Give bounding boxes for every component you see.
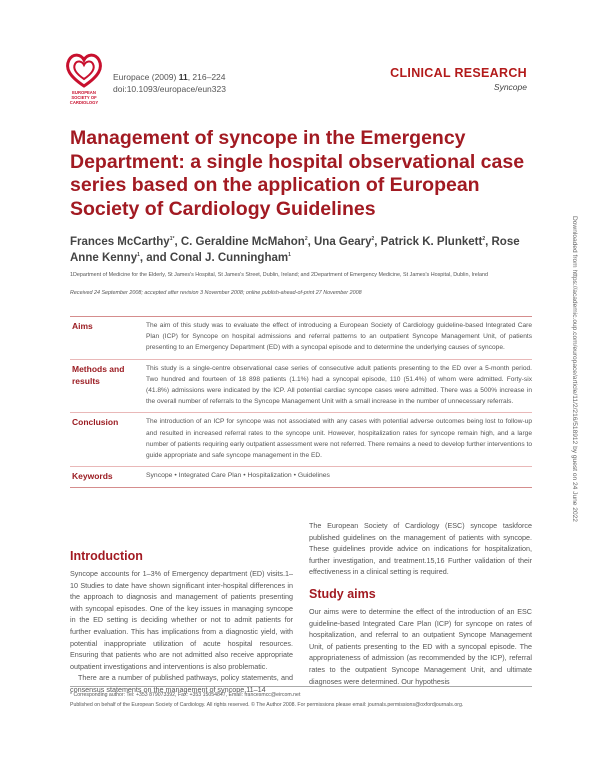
svg-text:CARDIOLOGY: CARDIOLOGY [69,100,99,105]
column-right [309,520,532,687]
doi-link[interactable]: doi:10.1093/europace/eun323 [113,84,226,94]
svg-text:EUROPEAN: EUROPEAN [72,90,96,95]
abstract-label: Aims [72,321,93,331]
abstract-row-methods [70,359,532,413]
affiliations: 1Department of Medicine for the Elderly, St James's Hospital, St James's Street, Dublin, Ireland; and 2Department of Emergency Medicine, St James's Hospital, Dublin, Ireland [70,272,488,278]
intro-paragraph-1: Syncope accounts for 1–3% of Emergency department (ED) visits.1–10 Studies to date have shown significant inter-hospital differences in the approach to diagnosis and management of patients presenting with syncopal episodes. One of the key issues in managing syncope in the ED setting is deciding whether or not to admit patients for further evaluation. This has implications from a diagnostic yield, with potential inappropriate utilization of acute hospital resources. Ensuring that patients who are not admitted also receive appropriate outpatient investigations and interventions is also problematic. [70,569,293,671]
journal-name: Europace (2009) [113,72,179,82]
column-left [70,548,293,696]
article-title: Management of syncope in the Emergency Department: a single hospital observational case series based on the application of European Society of Cardiology Guidelines [70,127,525,220]
download-watermark [567,216,581,706]
structured-abstract [70,316,532,488]
svg-text:SOCIETY OF: SOCIETY OF [71,95,97,100]
subsection-label: Syncope [493,82,527,92]
abstract-label: Methods and results [72,363,125,386]
esc-paragraph: The European Society of Cardiology (ESC) syncope taskforce published guidelines on the management of patients with syncope. These guidelines provide advice on indications for hospitalization, further investigation, and treatment.15,16 Further validation of their effectiveness in a clinical setting is required. [309,521,532,577]
publisher-note: Published on behalf of the European Society of Cardiology. All rights reserved. © The Author 2008. For permissions please email: journals.permissions@oxfordjournals.org. [70,702,464,708]
abstract-label: Keywords [72,471,113,482]
study-aims-heading: Study aims [309,586,376,601]
introduction-heading: Introduction [70,549,143,563]
abstract-row-aims [70,316,532,359]
corresponding-author: * Corresponding author: Tel: +353 879073392, Fax: +353 15054847, Email: francesmcc@eircom.net [70,692,301,698]
abstract-text: This study is a single-centre observational case series of consecutive adult patients presenting to the ED over a 5-month period. Two hundred and fourteen of 18 898 patients (1.1%) had a syncopal episode, 110 (51.4%) of whom were admitted. Forty-six (41.8%) admissions were indicated by the ICP. All potential cardiac syncope cases were admitted. There was a 500% increase in the overall number of referrals to the Syncope Management Unit with a small increase in the number of unnecessary referrals. [146,364,532,406]
intro-paragraph-2: There are a number of published pathways, policy statements, and consensus statements on the management of syncope.11–14 [70,673,293,694]
esc-logo [63,48,105,106]
abstract-text: The aim of this study was to evaluate the effect of introducing a European Society of Cardiology guideline-based Integrated Care Plan (ICP) for Syncope on hospital admissions and referral patterns to an outpatient Syncope Management Unit, of patients presenting to an Emergency Department (ED) with a syncopal episode and to determine the underlying causes of syncope. [146,322,532,352]
footnotes [70,686,532,710]
abstract-text: The introduction of an ICP for syncope was not associated with any cases with potential adverse outcomes being lost to follow-up and resulted in increased referral rates to the syncope unit. However, hospitalization rates for syncope remain high, and a large number of patients requiring early outpatient assessment were not referred. There remains a need to develop further interventions to guide appropriate and safe syncope management in the ED. [146,418,532,460]
keywords-text: Syncope • Integrated Care Plan • Hospitalization • Guidelines [146,472,330,480]
download-watermark-text: Downloaded from https://academic.oup.com/europace/article/11/2/216/518912 by guest on 24 June 2022 [571,216,578,522]
abstract-label: Conclusion [72,417,119,428]
heart-logo-icon [63,48,105,106]
author-list: Frances McCarthy$^{1*}$, C. Geraldine McMahon$^2$, Una Geary$^2$, Patrick K. Plunkett$^2$, Rose Anne Kenny$^1$, and Conal J. Cunningham$^1$ [70,236,520,264]
received-dates: Received 24 September 2008; accepted after revision 3 November 2008; online publish-ahead-of-print 27 November 2008 [70,290,362,296]
journal-volume: 11 [178,72,188,82]
journal-pages: , 216–224 [187,72,226,82]
study-aims-paragraph: Our aims were to determine the effect of the introduction of an ESC guideline-based Integrated Care Plan (ICP) for syncope on rates of hospitalization, and referral to an outpatient Syncope Management Unit, of patients presenting to the ED with a syncopal episode. The appropriateness of admission (as recommended by the ICP), referral rates to the outpatient Syncope Management Unit, and ultimate diagnoses were determined. Our hypothesis [309,606,532,686]
abstract-row-keywords [70,466,532,488]
journal-reference [113,71,226,95]
abstract-row-conclusion [70,412,532,466]
section-label: CLINICAL RESEARCH [390,66,527,80]
